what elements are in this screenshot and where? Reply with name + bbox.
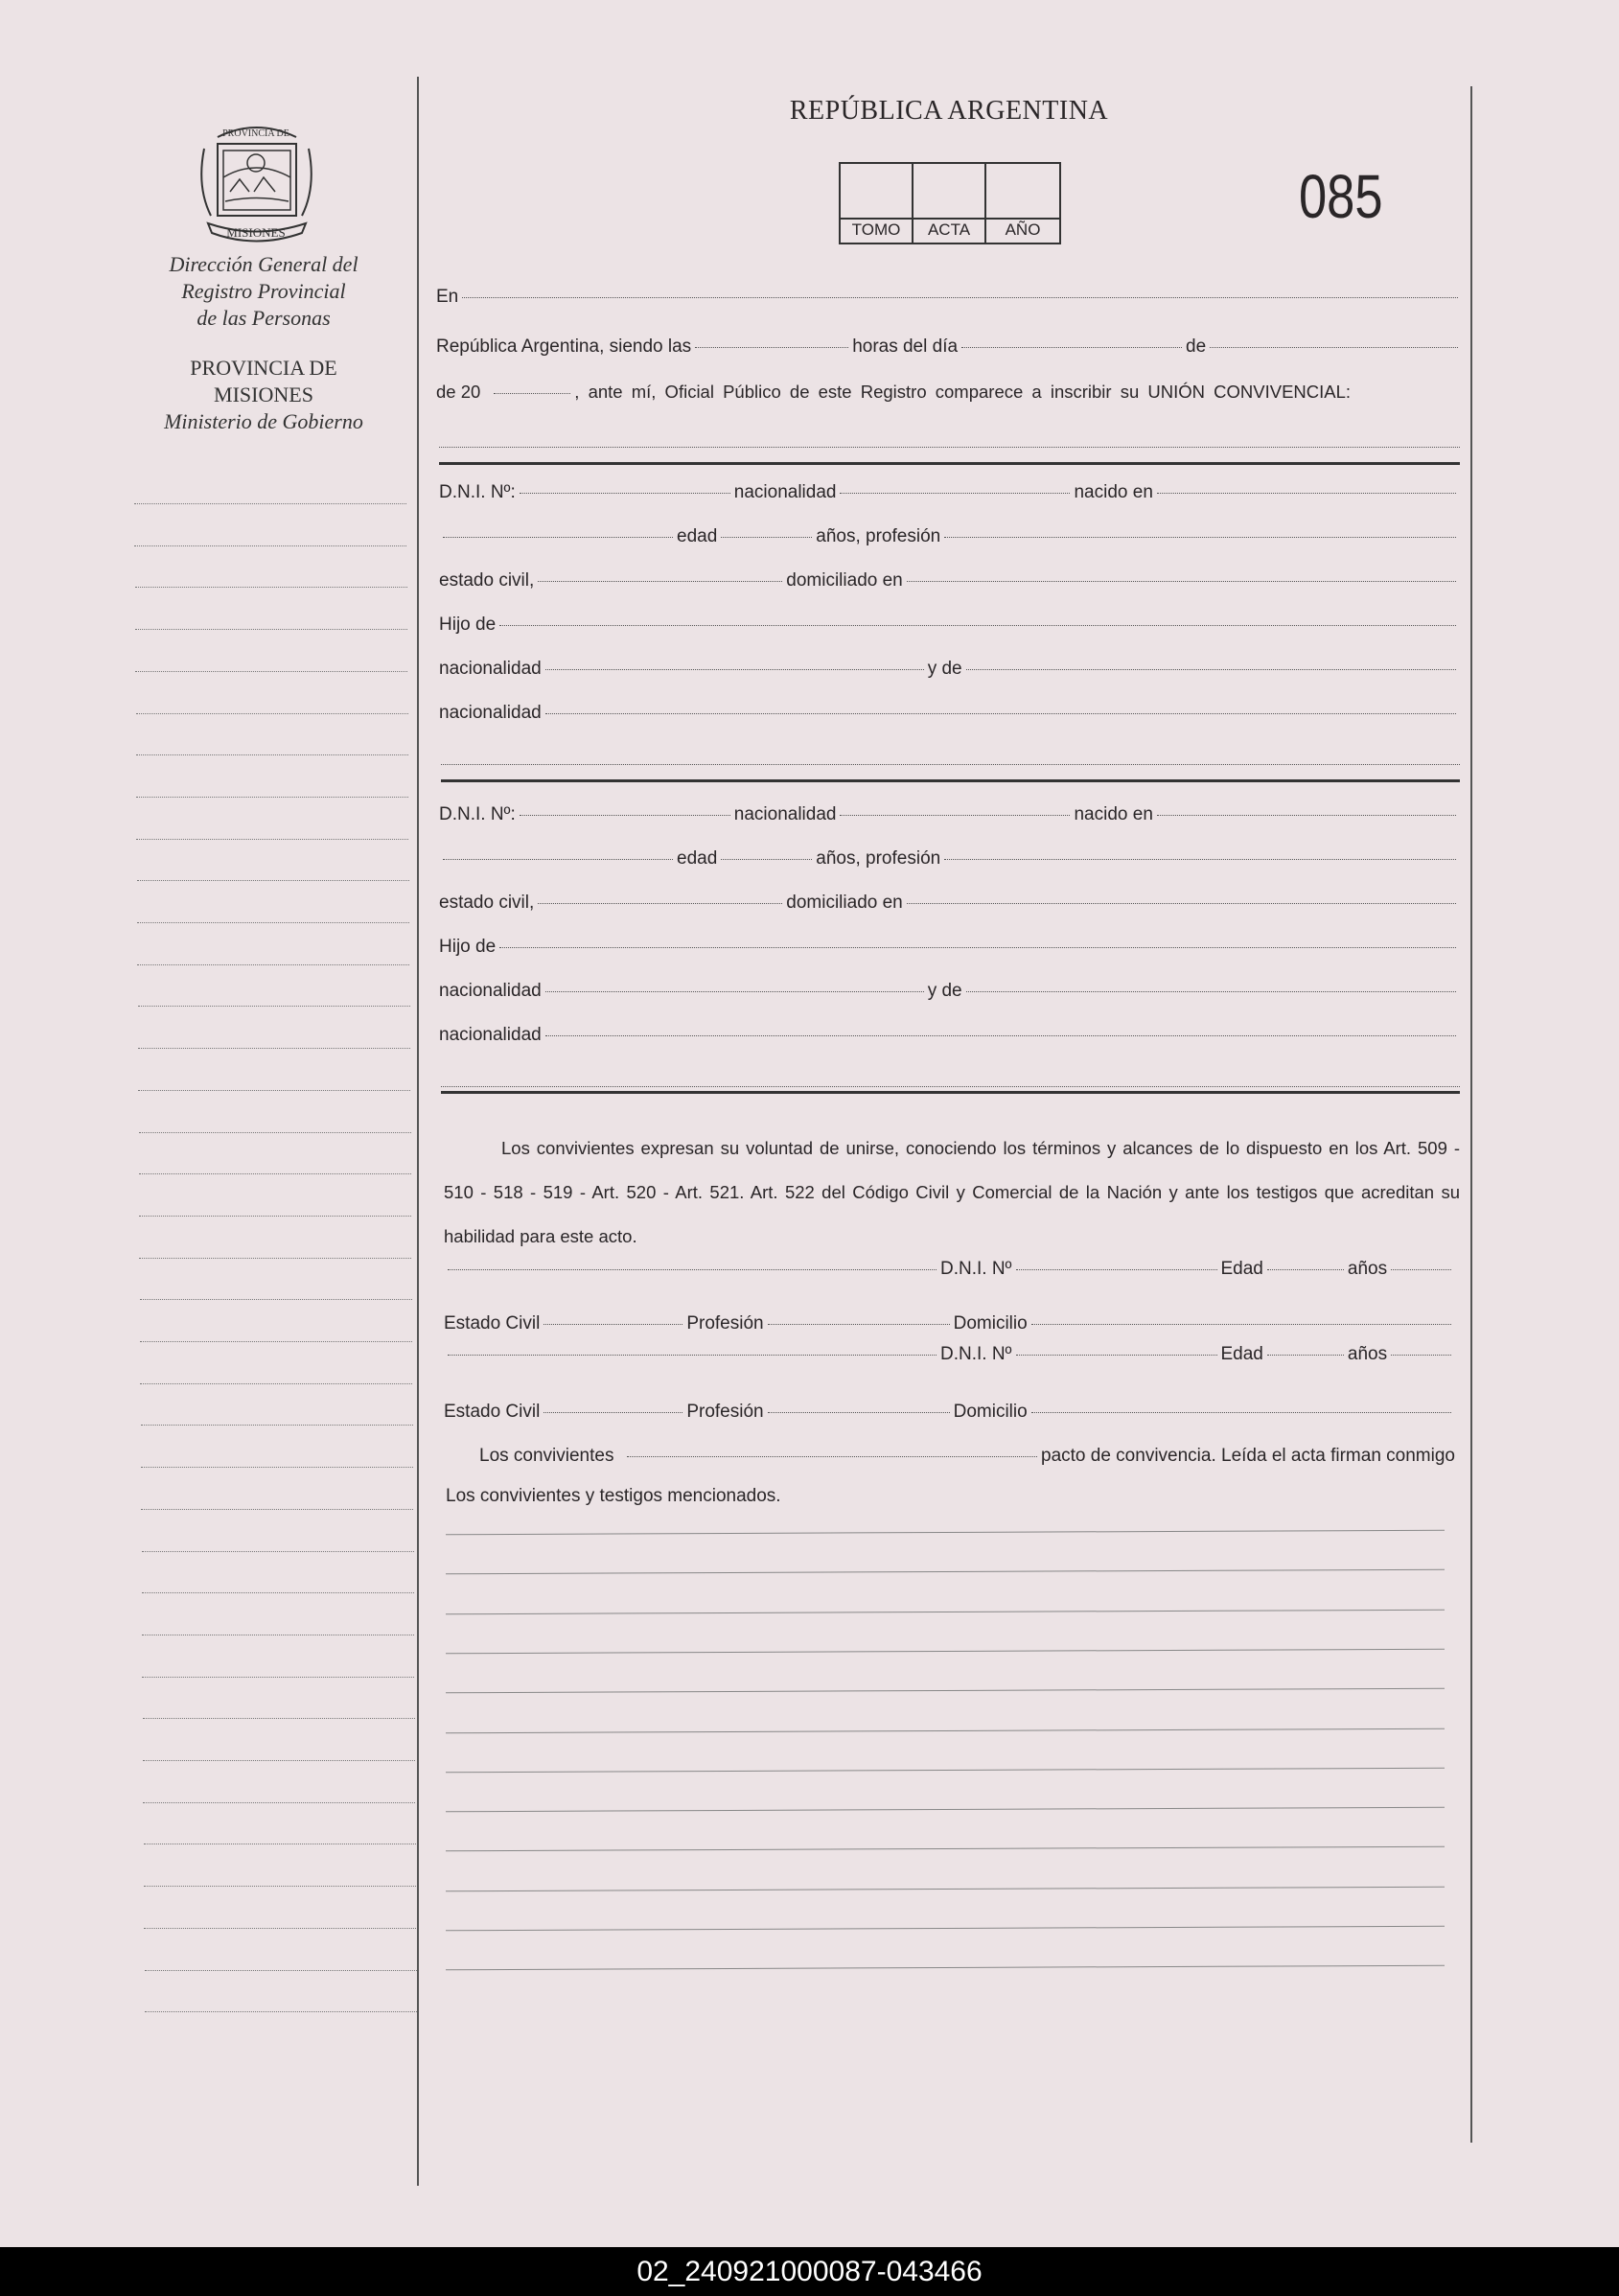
person-2-madre-line[interactable] xyxy=(439,1025,1460,1046)
anio-line[interactable] xyxy=(436,382,1462,403)
section-divider-1 xyxy=(439,462,1460,465)
horas-del-dia-label: horas del día xyxy=(852,336,959,357)
margin-line[interactable] xyxy=(137,922,409,923)
person-1-estado-civil-label: estado civil, xyxy=(439,570,535,591)
margin-line[interactable] xyxy=(139,1173,411,1174)
person-1-edad-line[interactable] xyxy=(439,526,1460,547)
testigo-2-domicilio-label: Domicilio xyxy=(953,1402,1028,1422)
testigo-1-estado-line[interactable] xyxy=(444,1313,1455,1334)
margin-line[interactable] xyxy=(139,1258,411,1259)
margin-line[interactable] xyxy=(142,1592,414,1593)
person-1-dni-label: D.N.I. Nº: xyxy=(439,482,516,502)
testigo-1-anos-label: años xyxy=(1347,1259,1388,1279)
margin-line[interactable] xyxy=(140,1341,412,1342)
tomo-acta-anio-box xyxy=(839,162,1061,244)
person-1-dni-line[interactable] xyxy=(439,482,1460,503)
acta-label: ACTA xyxy=(927,220,971,239)
margin-line[interactable] xyxy=(139,1216,411,1217)
testigo-1-dni-label: D.N.I. Nº xyxy=(940,1259,1012,1279)
margin-line[interactable] xyxy=(140,1299,412,1300)
margin-line[interactable] xyxy=(136,797,408,798)
person-1-nacionalidad-label: nacionalidad xyxy=(733,482,837,502)
pacto-line[interactable] xyxy=(479,1446,1455,1467)
person-2-dni-label: D.N.I. Nº: xyxy=(439,804,516,824)
province-emblem xyxy=(197,120,316,244)
los-convivientes-label: Los convivientes xyxy=(479,1446,614,1466)
margin-line[interactable] xyxy=(139,1132,411,1133)
en-line[interactable] xyxy=(436,287,1462,308)
en-label: En xyxy=(436,287,459,307)
de-20-label: de 20 xyxy=(436,382,481,402)
annotation-line[interactable] xyxy=(446,1886,1445,1891)
annotation-line[interactable] xyxy=(446,1609,1445,1614)
person-1-madre-line[interactable] xyxy=(439,703,1460,724)
person-2-madre-nac-label: nacionalidad xyxy=(439,1025,542,1045)
hora-fecha-line[interactable] xyxy=(436,336,1462,358)
person-2-padre-line[interactable] xyxy=(439,981,1460,1002)
testigo-1-dni-line[interactable] xyxy=(444,1259,1455,1280)
person-1-hijo-de-label: Hijo de xyxy=(439,615,497,635)
sidebar-personas: de las Personas xyxy=(197,306,331,330)
margin-line[interactable] xyxy=(137,964,409,965)
person-2-nacido-label: nacido en xyxy=(1074,804,1153,824)
sidebar-provincia-1: PROVINCIA DE xyxy=(190,356,337,380)
declaration-paragraph: Los convivientes expresan su voluntad de unirse, conociendo los términos y alcances de lo dispuesto en los Art. 509 - 510 - 518 - 519 - Art. 520 - Art. 521. Art. 522 del Código Civil y Comercial de la Nación y ante los testigos que acreditan su habilidad para este acto. xyxy=(444,1138,1460,1246)
sidebar-provincia-2: MISIONES xyxy=(214,383,313,406)
section-divider-2 xyxy=(441,779,1460,782)
testigo-2-estado-line[interactable] xyxy=(444,1402,1455,1423)
republic-title: REPÚBLICA ARGENTINA xyxy=(789,96,1109,126)
testigo-2-edad-label: Edad xyxy=(1220,1344,1263,1364)
sidebar-registro: Registro Provincial xyxy=(181,279,346,303)
intro-blank-line[interactable] xyxy=(439,447,1460,448)
ante-mi-label: , ante mí, Oficial Público de este Registro comparece a inscribir su UNIÓN CONVIVENCIAL: xyxy=(574,382,1352,402)
margin-line[interactable] xyxy=(145,2011,417,2012)
section-divider-3 xyxy=(441,1091,1460,1094)
person-2-edad-label: edad xyxy=(677,848,718,869)
person-2-anos-profesion-label: años, profesión xyxy=(816,848,941,869)
person-1-nacido-label: nacido en xyxy=(1074,482,1153,502)
person-1-padre-nac-label: nacionalidad xyxy=(439,659,542,679)
person-2-estado-civil-label: estado civil, xyxy=(439,893,535,913)
margin-line[interactable] xyxy=(135,587,407,588)
person-1-estado-line[interactable] xyxy=(439,570,1460,591)
person-1-edad-label: edad xyxy=(677,526,718,546)
annotation-line[interactable] xyxy=(446,1965,1445,1971)
sidebar-ministerio: Ministerio de Gobierno xyxy=(164,409,363,433)
margin-line[interactable] xyxy=(140,1383,412,1384)
anio-label: AÑO xyxy=(1005,220,1041,239)
testigo-1-domicilio-label: Domicilio xyxy=(953,1313,1028,1334)
person-1-domiciliado-label: domiciliado en xyxy=(786,570,903,591)
person-2-domiciliado-label: domiciliado en xyxy=(786,893,903,913)
margin-line[interactable] xyxy=(134,545,406,546)
pacto-label: pacto de convivencia. Leída el acta firman conmigo xyxy=(1041,1446,1455,1466)
margin-line[interactable] xyxy=(144,1886,416,1887)
person-1-anos-profesion-label: años, profesión xyxy=(816,526,941,546)
person-2-estado-line[interactable] xyxy=(439,893,1460,914)
margin-line[interactable] xyxy=(142,1677,414,1678)
left-column-divider xyxy=(417,77,419,2186)
testigo-2-anos-label: años xyxy=(1347,1344,1388,1364)
person-1-y-de-label: y de xyxy=(927,659,962,679)
annotation-line[interactable] xyxy=(446,1846,1445,1852)
annotation-line[interactable] xyxy=(446,1569,1445,1575)
svg-text:PROVINCIA DE: PROVINCIA DE xyxy=(222,128,289,139)
de-label: de xyxy=(1186,336,1207,357)
closing-text: Los convivientes y testigos mencionados. xyxy=(446,1486,781,1506)
annotation-line[interactable] xyxy=(446,1768,1445,1774)
testigo-1-profesion-label: Profesión xyxy=(686,1313,764,1334)
margin-line[interactable] xyxy=(145,1970,417,1971)
person-2-dni-line[interactable] xyxy=(439,804,1460,825)
margin-line[interactable] xyxy=(134,503,406,504)
person-1-madre-nac-label: nacionalidad xyxy=(439,703,542,723)
person-2-padre-nac-label: nacionalidad xyxy=(439,981,542,1001)
annotation-line[interactable] xyxy=(446,1926,1445,1932)
tomo-label: TOMO xyxy=(851,220,901,239)
margin-line[interactable] xyxy=(136,839,408,840)
margin-line[interactable] xyxy=(143,1760,415,1761)
margin-line[interactable] xyxy=(138,1006,410,1007)
acta-number: 085 xyxy=(1299,162,1383,231)
margin-line[interactable] xyxy=(141,1425,413,1426)
margin-line[interactable] xyxy=(136,754,408,755)
margin-line[interactable] xyxy=(143,1802,415,1803)
right-border-line xyxy=(1470,86,1472,2143)
margin-line[interactable] xyxy=(135,671,407,672)
person-2-hijo-de-label: Hijo de xyxy=(439,937,497,957)
person-1-hijo-line[interactable] xyxy=(439,615,1460,636)
testigo-2-profesion-label: Profesión xyxy=(686,1402,764,1422)
testigo-1-edad-label: Edad xyxy=(1220,1259,1263,1279)
margin-line[interactable] xyxy=(142,1551,414,1552)
person-2-blank-line[interactable] xyxy=(441,1086,1460,1087)
annotation-line[interactable] xyxy=(446,1688,1445,1694)
annotation-line[interactable] xyxy=(446,1530,1445,1536)
margin-line[interactable] xyxy=(136,713,408,714)
republica-siendo-label: República Argentina, siendo las xyxy=(436,336,692,357)
testigo-2-dni-line[interactable] xyxy=(444,1344,1455,1365)
person-2-nacionalidad-label: nacionalidad xyxy=(733,804,837,824)
person-1-padre-line[interactable] xyxy=(439,659,1460,680)
testigo-2-estado-label: Estado Civil xyxy=(444,1402,541,1422)
margin-line[interactable] xyxy=(135,629,407,630)
sidebar-direccion: Dirección General del xyxy=(169,252,358,276)
person-1-blank-line[interactable] xyxy=(441,764,1460,765)
annotation-line[interactable] xyxy=(446,1807,1445,1813)
annotation-line[interactable] xyxy=(446,1728,1445,1733)
document-code-footer: 02_240921000087-043466 xyxy=(0,2247,1619,2296)
svg-text:MISIONES: MISIONES xyxy=(226,225,286,240)
margin-line[interactable] xyxy=(137,880,409,881)
margin-line[interactable] xyxy=(144,1928,416,1929)
margin-line[interactable] xyxy=(141,1467,413,1468)
annotation-line[interactable] xyxy=(446,1649,1445,1655)
margin-line[interactable] xyxy=(138,1090,410,1091)
margin-line[interactable] xyxy=(138,1048,410,1049)
person-2-y-de-label: y de xyxy=(927,981,962,1001)
testigo-2-dni-label: D.N.I. Nº xyxy=(940,1344,1012,1364)
testigo-1-estado-label: Estado Civil xyxy=(444,1313,541,1334)
person-2-hijo-line[interactable] xyxy=(439,937,1460,958)
margin-line[interactable] xyxy=(143,1718,415,1719)
margin-line[interactable] xyxy=(141,1509,413,1510)
person-2-edad-line[interactable] xyxy=(439,848,1460,870)
